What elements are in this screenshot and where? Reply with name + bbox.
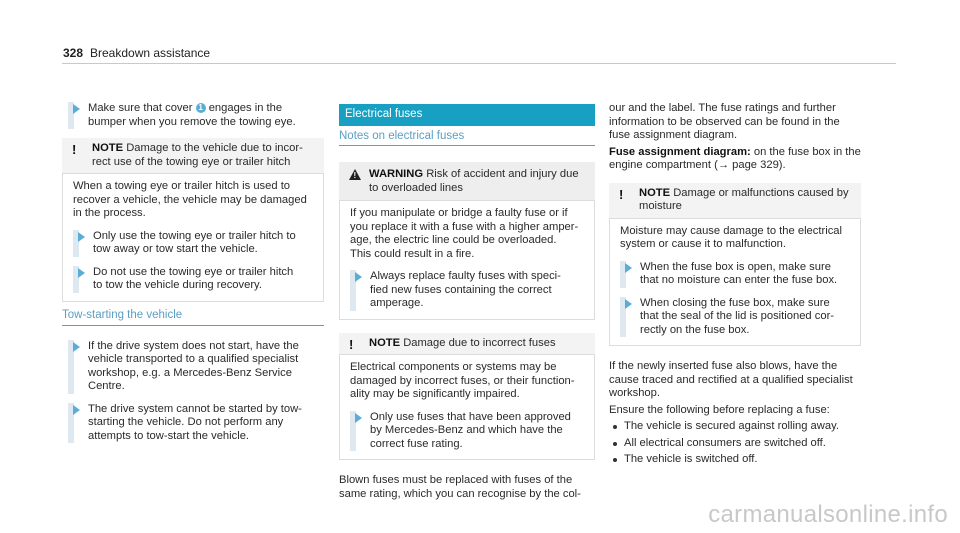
arrow-icon [355,272,362,282]
header-rule [62,63,896,64]
note-towing-eye: ! NOTE Damage to the vehicle due to incor- rect use of the towing eye or trailer hitch When a towing eye or trailer hitch is used to recover a vehicle, the vehicle may be damaged in the process. Only use the towing eye or trailer hitch to tow away or tow start the vehicle. Do not use the towing eye or trailer hitch to tow the vehicle during recovery. [62,138,324,302]
arrow-icon [78,232,85,242]
note-moisture: ! NOTE Damage or malfunctions caused by moisture Moisture may cause damage to the electrical system or cause it to malfunction. When the fuse box is open, make sure that no moisture can enter the fuse box. When closing the fuse box, make sure that the seal of the lid is positioned cor- rectly on the fuse box. [609,183,861,347]
exclamation-icon: ! [72,142,77,157]
column-3: our and the label. The fuse ratings and further information to be observed can be found in the fuse assignment diagram. Fuse assignment diagram: on the fuse box in the engine compartment (→ page 329). ! NOTE Damage or malfunctions caused by moisture Moisture may cause damage to the electrical system or cause it to malfunction. When the fuse box is open, make sure that no moisture can enter the fuse box. When closing the fuse box, make sure that the seal of the lid is positioned cor- rectly on the fuse box. If the newly inserted fuse also blows, have the cause traced and rectified at a qualified specialist workshop. Ensure the following before replacing a fuse: The vehicle is secured against rolling away. All electrical consumers are switched off. The vehicle is switched off. [609,102,869,467]
fuse-diagram-label: Fuse assignment diagram: [609,145,751,158]
note-incorrect-fuses: ! NOTE Damage due to incorrect fuses Electrical components or systems may be damaged by incorrect fuses, or their function- ality may be significantly impaired. Only use fuses that have been approved by Mercedes-Benz and which have the correct fuse rating. [339,333,595,461]
step-cannot-tow-start: The drive system cannot be started by tow- starting the vehicle. Do not perform any attempts to tow-start the vehicle. [68,403,324,444]
step-cover-bumper: Make sure that cover 1 engages in the bumper when you remove the towing eye. [68,102,324,129]
step-do-not-use: Do not use the towing eye or trailer hitch to tow the vehicle during recovery. [73,266,313,293]
arrow-icon [625,263,632,273]
list-item: The vehicle is secured against rolling away. [609,420,869,434]
column-2 [339,104,595,501]
step-approved-fuses: Only use fuses that have been approved by Mercedes-Benz and which have the correct fuse rating. [350,411,584,452]
tow-start-title: Tow-starting the vehicle [62,309,324,326]
arrow-icon [73,104,80,114]
arrow-icon [73,405,80,415]
arrow-icon [78,268,85,278]
ensure-text: Ensure the following before replacing a fuse: [609,403,830,416]
arrow-icon [73,342,80,352]
newly-inserted-paragraph: If the newly inserted fuse also blows, have the cause traced and rectified at a qualified specialist workshop. [609,360,853,399]
tow-start-section [62,309,324,443]
sub-title: Notes on electrical fuses [339,130,595,147]
list-item: All electrical consumers are switched off. [609,437,869,451]
section-banner: Electrical fuses [339,104,595,126]
page-reference-link[interactable]: → page 329 [717,159,779,171]
step-replace-fuses: Always replace faulty fuses with speci- fied new fuses containing the correct amperage. [350,270,584,311]
callout-marker: 1 [196,103,206,113]
list-item: The vehicle is switched off. [609,453,869,467]
column-1 [68,102,324,302]
exclamation-icon: ! [619,186,624,202]
step-drive-no-start: If the drive system does not start, have the vehicle transported to a qualified specialist workshop, e.g. a Mercedes-Benz Service Centre. [68,340,324,394]
blown-fuses-paragraph: Blown fuses must be replaced with fuses of the same rating, which you can recognise by the col- [339,474,581,500]
step-fuse-box-open: When the fuse box is open, make sure that no moisture can enter the fuse box. [620,261,850,288]
step-only-use: Only use the towing eye or trailer hitch to tow away or tow start the vehicle. [73,230,313,257]
step-closing-fuse-box: When closing the fuse box, make sure that the seal of the lid is positioned cor- rectly on the fuse box. [620,297,850,338]
warning-block: ! WARNING Risk of accident and injury due to overloaded lines If you manipulate or bridge a faulty fuse or if you replace it with a fuse with a higher amper- age, the electric line could be overloaded. This could result in a fire. Always replace faulty fuses with speci- fied new fuses containing the correct amperage. [339,162,595,320]
arrow-icon [355,413,362,423]
exclamation-icon: ! [349,336,354,352]
watermark: carmanualsonline.info [708,501,948,528]
page-title: Breakdown assistance [90,46,211,60]
page-number: 328 [63,46,84,60]
arrow-icon [625,299,632,309]
